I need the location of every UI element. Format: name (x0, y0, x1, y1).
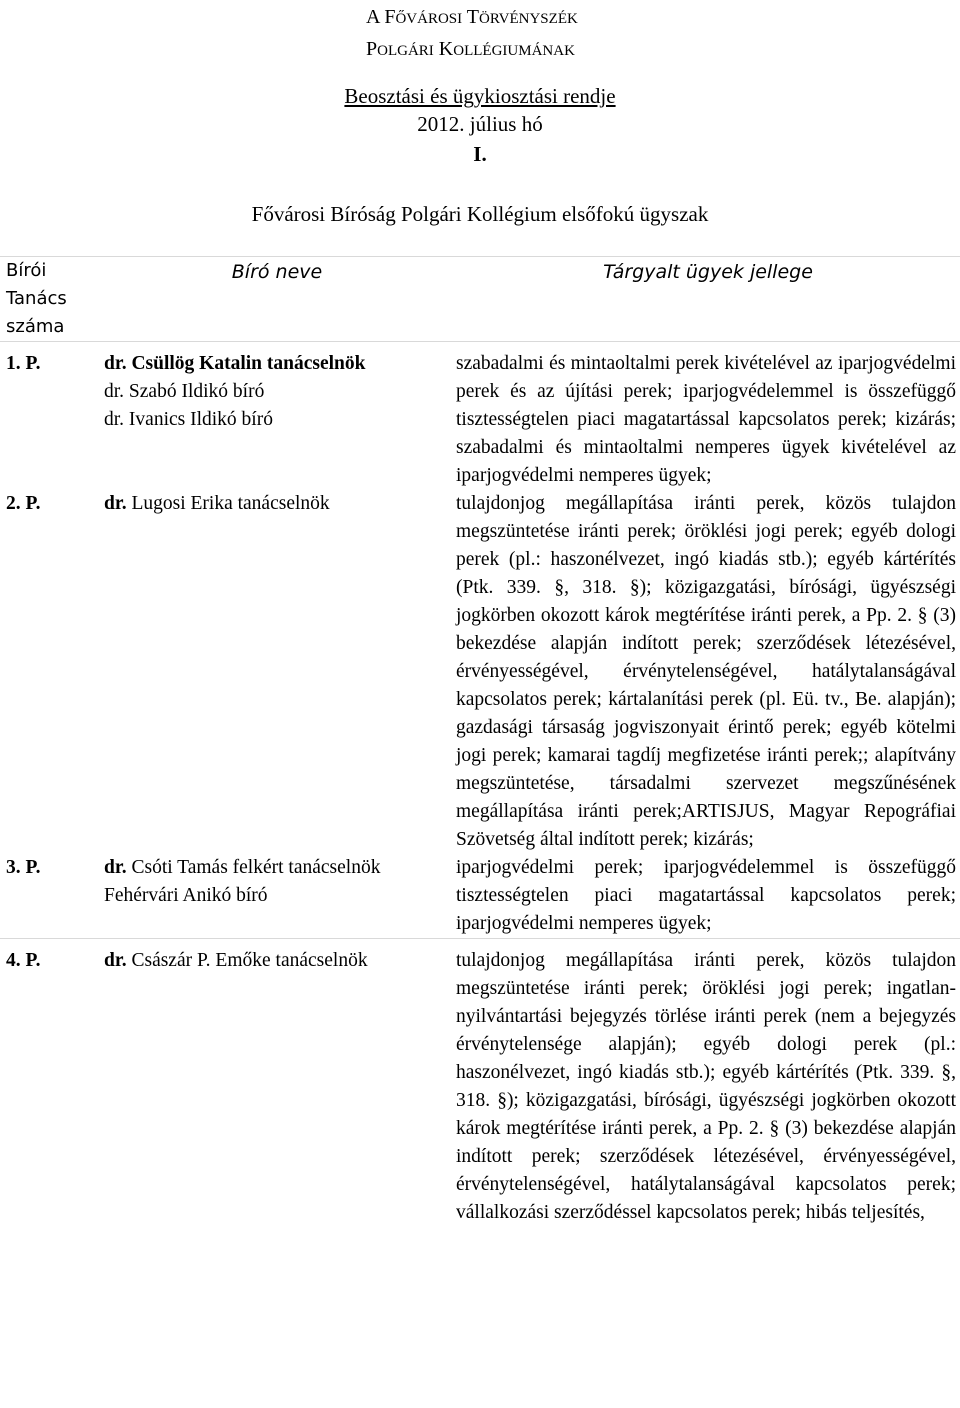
council-number: 3. P. (6, 857, 41, 878)
table-row (0, 939, 960, 1228)
section-title: Fővárosi Bíróság Polgári Kollégium elsőfokú ügyszak (251, 202, 709, 226)
case-description: tulajdonjog megállapítása iránti perek, közös tulajdon megszüntetése iránti perek; öröklési jogi perek; ingatlan-nyilvántartási bejegyzés törlése iránti perek (nem a bejegyzés érvénytelensége alapján); egyéb dologi perek (pl.: haszonélvezet, ingó kiadás stb.); egyéb kártérítés (Ptk. 339. §, 318. §); közigazgatási, bírósági, ügyészségi jogkörben okozott károk megtérítése iránti perek, a Pp. 2. § (3) bekezdése alapján indított perek; szerződések létezésével, érvényességével, érvénytelenségével, hatálytalanságával kapcsolatos perek; vállalkozási szerződéssel kapcsolatos perek; hibás teljesítés, (456, 939, 960, 1228)
table-row (0, 490, 960, 854)
header-case-type: Tárgyalt ügyek jellege (456, 257, 960, 342)
council-number: 2. P. (6, 493, 41, 514)
judge-list: dr. Lugosi Erika tanácselnök (104, 493, 330, 514)
case-description: szabadalmi és mintaoltalmi perek kivételével az iparjogvédelmi perek és az újítási perek; iparjogvédelemmel is összefüggő tisztességtelen piaci magatartással kapcsolatos perek; kizárás; szabadalmi és mintaoltalmi nemperes ügyek kivételével az iparjogvédelmi nemperes ügyek; (456, 353, 956, 486)
judge-list: dr. Csóti Tamás felkért tanácselnök Fehérvári Anikó bíró (104, 857, 381, 906)
document-date: 2012. július hó (417, 112, 543, 136)
council-number: 4. P. (0, 939, 98, 1228)
judge-list: dr. Császár P. Emőke tanácselnök (98, 939, 456, 1228)
table-header-row (0, 257, 960, 342)
case-description: iparjogvédelmi perek; iparjogvédelemmel is összefüggő tisztességtelen piaci magatartással kapcsolatos perek; iparjogvédelmi nemperes ügyek; (456, 857, 956, 934)
header-judge-name: Bíró neve (98, 257, 456, 342)
header-council-number: Bírói Tanács száma (0, 257, 98, 342)
case-description: tulajdonjog megállapítása iránti perek, közös tulajdon megszüntetése iránti perek; öröklési jogi perek; egyéb dologi perek (pl.: haszonélvezet, ingó kiadás stb.); egyéb kártérítés (Ptk. 339. §, 318. §); közigazgatási, bírósági, ügyészségi jogkörben okozott károk megtérítése iránti perek, a Pp. 2. § (3) bekezdése alapján indított perek; szerződések létezésével, érvényességével, érvénytelenségével, hatálytalanságával kapcsolatos perek; kártalanítási perek (pl. Eü. tv., Be. alapján); gazdasági társaság jogviszonyait érintő perek; egyéb kötelmi jogi perek; kamarai tagdíj megfizetése iránti perek;; alapítvány megszüntetése, társadalmi szervezet megszűnésének megállapítása iránti perek;ARTISJUS, Magyar Repográfiai Szövetség által indított perek; kizárás; (456, 493, 956, 850)
header-line-1: A FŐVÁROSI TÖRVÉNYSZÉK (366, 6, 578, 28)
court-header (366, 2, 578, 66)
part-number: I. (473, 142, 487, 166)
document-title: Beosztási és ügykiosztási rendje (344, 84, 616, 108)
table-row (0, 854, 960, 939)
table-row (0, 342, 960, 491)
judge-list: dr. Csüllög Katalin tanácselnök dr. Szabó Ildikó bíró dr. Ivanics Ildikó bíró (104, 353, 366, 430)
council-number: 1. P. (6, 353, 41, 374)
header-line-2: POLGÁRI KOLLÉGIUMÁNAK (366, 38, 575, 60)
assignment-table (0, 256, 960, 1227)
